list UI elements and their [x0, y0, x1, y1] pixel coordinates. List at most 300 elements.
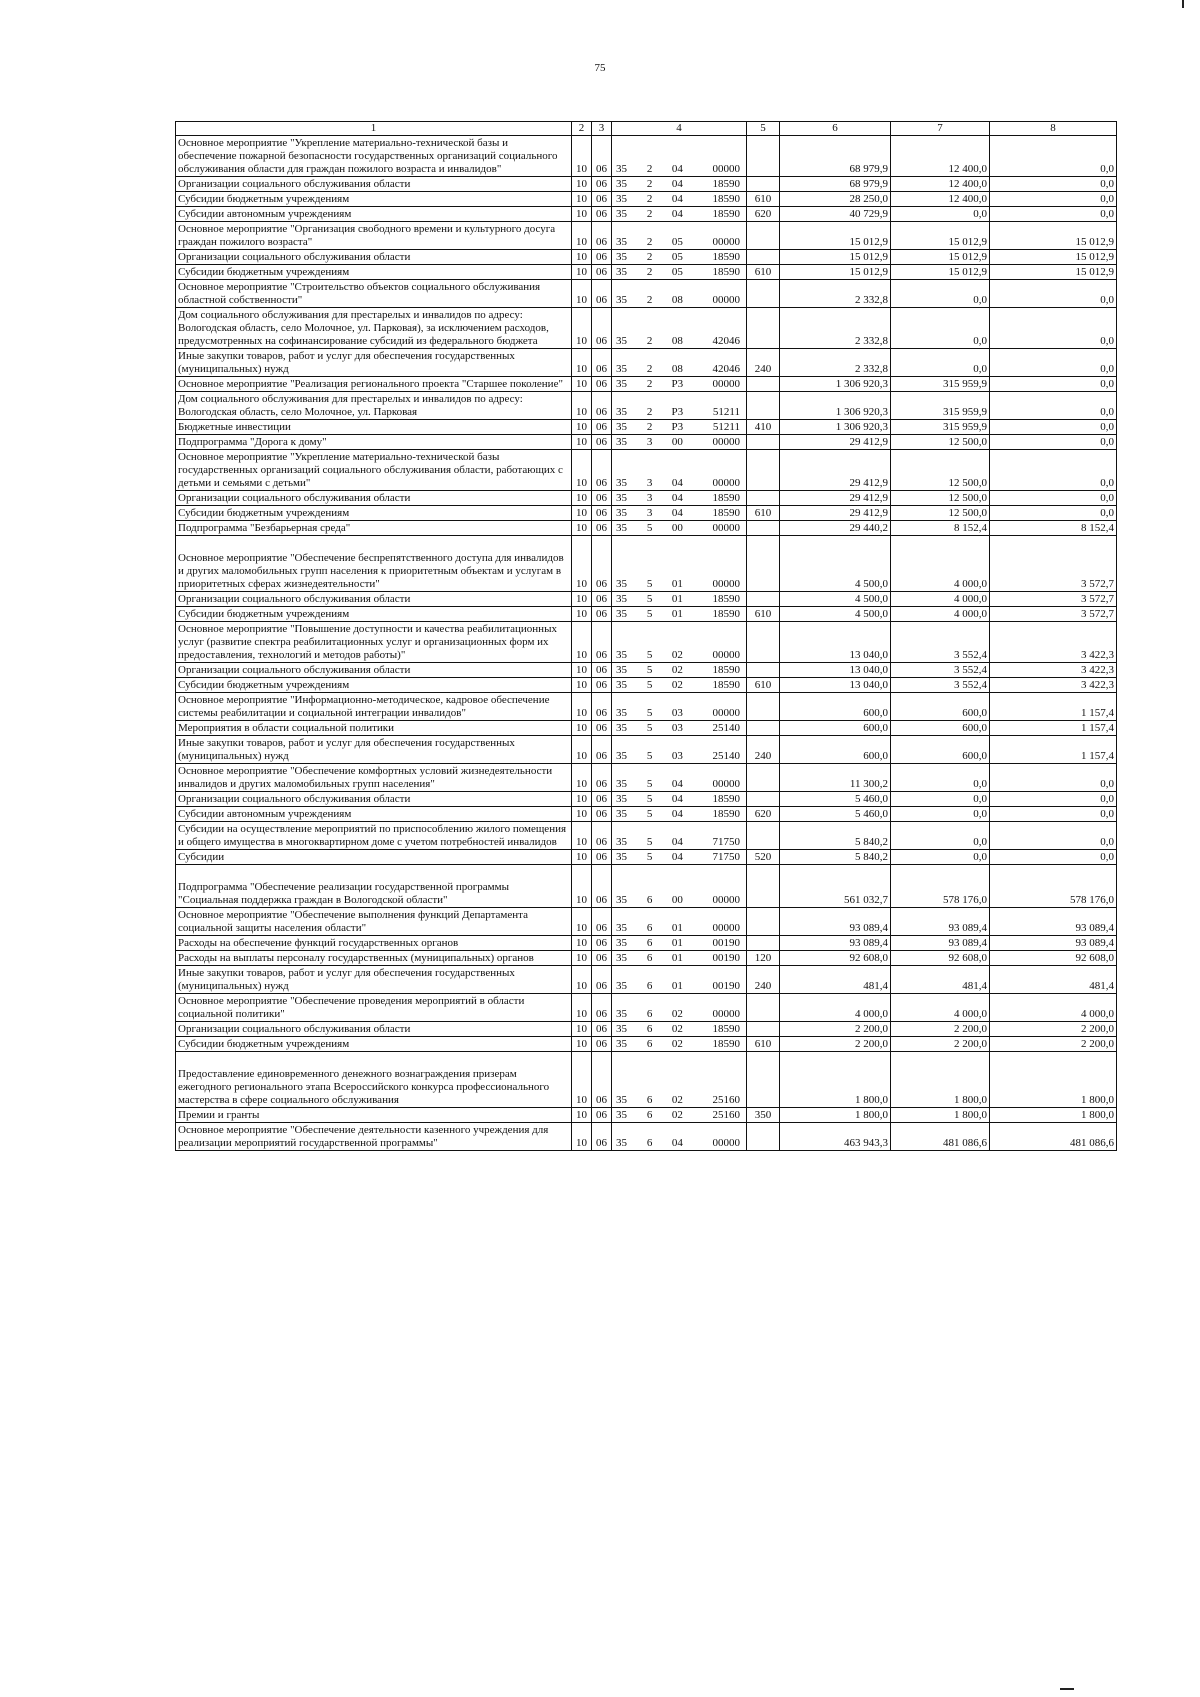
- target-part-t2: 2: [646, 208, 653, 220]
- target-part-t4: 71750: [712, 836, 740, 848]
- target-part-t1: 35: [616, 707, 627, 719]
- target-part-t4: 71750: [712, 851, 740, 863]
- target-part-t3: 08: [671, 294, 683, 306]
- row-target-article: [612, 678, 747, 693]
- target-part-t4: 00000: [712, 236, 740, 248]
- row-amount-col6: 2 200,0: [780, 1037, 891, 1052]
- row-subsection-code: 06: [592, 678, 612, 693]
- target-part-t1: 35: [616, 778, 627, 790]
- row-name: Иные закупки товаров, работ и услуг для обеспечения государственных (муниципальных) нужд: [176, 349, 572, 377]
- target-part-t3: 05: [671, 251, 683, 263]
- table-row: [176, 865, 1117, 908]
- row-target-article: [612, 721, 747, 736]
- row-target-article: [612, 850, 747, 865]
- row-amount-col8: 0,0: [990, 177, 1117, 192]
- row-target-article: [612, 349, 747, 377]
- row-amount-col6: 29 412,9: [780, 506, 891, 521]
- row-amount-col6: 29 440,2: [780, 521, 891, 536]
- row-amount-col8: 4 000,0: [990, 994, 1117, 1022]
- row-amount-col7: 3 552,4: [891, 678, 990, 693]
- row-subsection-code: 06: [592, 865, 612, 908]
- row-name: Субсидии бюджетным учреждениям: [176, 678, 572, 693]
- row-amount-col7: 93 089,4: [891, 936, 990, 951]
- target-part-t4: 18590: [712, 593, 740, 605]
- table-row: [176, 1108, 1117, 1123]
- row-subsection-code: 06: [592, 280, 612, 308]
- column-header-6: 6: [780, 122, 891, 136]
- row-amount-col8: 0,0: [990, 435, 1117, 450]
- target-part-t3: 03: [671, 722, 683, 734]
- row-expense-type: [747, 592, 780, 607]
- row-target-article: [612, 865, 747, 908]
- row-target-article: [612, 177, 747, 192]
- row-name: Организации социального обслуживания области: [176, 663, 572, 678]
- row-subsection-code: 06: [592, 850, 612, 865]
- target-part-t3: 05: [671, 266, 683, 278]
- table-row: [176, 136, 1117, 177]
- row-expense-type: [747, 822, 780, 850]
- row-subsection-code: 06: [592, 951, 612, 966]
- row-target-article: [612, 936, 747, 951]
- target-part-t3: 08: [671, 335, 683, 347]
- row-section-code: 10: [572, 622, 592, 663]
- row-section-code: 10: [572, 392, 592, 420]
- row-target-article: [612, 192, 747, 207]
- target-part-t1: 35: [616, 477, 627, 489]
- row-amount-col7: 12 400,0: [891, 192, 990, 207]
- row-subsection-code: 06: [592, 308, 612, 349]
- row-name: Основное мероприятие "Организация свободного времени и культурного досуга граждан пожилого возраста": [176, 222, 572, 250]
- table-row: [176, 678, 1117, 693]
- target-part-t4: 25160: [712, 1094, 740, 1106]
- row-amount-col7: 315 959,9: [891, 377, 990, 392]
- column-header-1: 1: [176, 122, 572, 136]
- row-amount-col6: 11 300,2: [780, 764, 891, 792]
- table-row: [176, 936, 1117, 951]
- target-part-t2: 2: [646, 193, 653, 205]
- target-part-t3: 02: [671, 1008, 683, 1020]
- target-part-t3: 01: [671, 608, 683, 620]
- row-subsection-code: 06: [592, 1123, 612, 1151]
- target-part-t1: 35: [616, 937, 627, 949]
- row-section-code: 10: [572, 792, 592, 807]
- target-part-t3: 04: [671, 808, 683, 820]
- row-section-code: 10: [572, 966, 592, 994]
- row-target-article: [612, 994, 747, 1022]
- target-part-t2: 5: [646, 664, 653, 676]
- row-target-article: [612, 592, 747, 607]
- row-amount-col6: 4 500,0: [780, 607, 891, 622]
- target-part-t1: 35: [616, 836, 627, 848]
- row-subsection-code: 06: [592, 822, 612, 850]
- target-part-t4: 00000: [712, 578, 740, 590]
- table-row: [176, 349, 1117, 377]
- target-part-t2: 6: [646, 952, 653, 964]
- row-section-code: 10: [572, 1108, 592, 1123]
- row-section-code: 10: [572, 592, 592, 607]
- row-amount-col7: 0,0: [891, 807, 990, 822]
- row-expense-type: 410: [747, 420, 780, 435]
- row-section-code: 10: [572, 308, 592, 349]
- row-section-code: 10: [572, 280, 592, 308]
- target-part-t1: 35: [616, 922, 627, 934]
- target-part-t1: 35: [616, 750, 627, 762]
- row-target-article: [612, 435, 747, 450]
- target-part-t2: 2: [646, 406, 653, 418]
- target-part-t1: 35: [616, 851, 627, 863]
- row-section-code: 10: [572, 663, 592, 678]
- row-subsection-code: 06: [592, 435, 612, 450]
- target-part-t3: 01: [671, 922, 683, 934]
- row-amount-col7: 1 800,0: [891, 1108, 990, 1123]
- row-subsection-code: 06: [592, 207, 612, 222]
- row-expense-type: 610: [747, 1037, 780, 1052]
- table-row: [176, 280, 1117, 308]
- row-amount-col8: 0,0: [990, 308, 1117, 349]
- target-part-t4: 18590: [712, 1023, 740, 1035]
- row-amount-col8: 1 157,4: [990, 721, 1117, 736]
- row-name: Основное мероприятие "Обеспечение беспрепятственного доступа для инвалидов и других маломобильных групп населения к приоритетным объектам и услугам в приоритетных сферах жизнедеятельности": [176, 536, 572, 592]
- row-amount-col7: 0,0: [891, 764, 990, 792]
- row-section-code: 10: [572, 177, 592, 192]
- target-part-t1: 35: [616, 980, 627, 992]
- row-name: Субсидии бюджетным учреждениям: [176, 192, 572, 207]
- row-amount-col6: 68 979,9: [780, 177, 891, 192]
- row-expense-type: 610: [747, 506, 780, 521]
- row-amount-col7: 92 608,0: [891, 951, 990, 966]
- target-part-t2: 2: [646, 335, 653, 347]
- row-amount-col8: 0,0: [990, 792, 1117, 807]
- row-target-article: [612, 966, 747, 994]
- row-section-code: 10: [572, 764, 592, 792]
- target-part-t1: 35: [616, 952, 627, 964]
- row-expense-type: [747, 280, 780, 308]
- row-name: Дом социального обслуживания для престарелых и инвалидов по адресу: Вологодская область, село Молочное, ул. Парковая), за исключением расходов, предусмотренных на софинансирование субсидий из федерального бюджета: [176, 308, 572, 349]
- row-amount-col8: 3 422,3: [990, 678, 1117, 693]
- target-part-t4: 18590: [712, 208, 740, 220]
- target-part-t3: 08: [671, 363, 683, 375]
- row-amount-col6: 1 800,0: [780, 1108, 891, 1123]
- target-part-t1: 35: [616, 722, 627, 734]
- row-name: Субсидии бюджетным учреждениям: [176, 506, 572, 521]
- row-section-code: 10: [572, 435, 592, 450]
- target-part-t3: P3: [671, 378, 684, 390]
- row-subsection-code: 06: [592, 1108, 612, 1123]
- row-subsection-code: 06: [592, 420, 612, 435]
- target-part-t2: 5: [646, 750, 653, 762]
- row-amount-col8: 15 012,9: [990, 265, 1117, 280]
- table-row: [176, 1123, 1117, 1151]
- target-part-t4: 18590: [712, 507, 740, 519]
- target-part-t1: 35: [616, 593, 627, 605]
- row-section-code: 10: [572, 678, 592, 693]
- target-part-t2: 2: [646, 251, 653, 263]
- row-subsection-code: 06: [592, 663, 612, 678]
- row-subsection-code: 06: [592, 136, 612, 177]
- target-part-t4: 00000: [712, 922, 740, 934]
- table-row: [176, 1037, 1117, 1052]
- row-section-code: 10: [572, 721, 592, 736]
- row-section-code: 10: [572, 693, 592, 721]
- row-amount-col7: 1 800,0: [891, 1052, 990, 1108]
- row-amount-col6: 40 729,9: [780, 207, 891, 222]
- target-part-t1: 35: [616, 335, 627, 347]
- table-row: [176, 736, 1117, 764]
- row-section-code: 10: [572, 1123, 592, 1151]
- row-amount-col8: 0,0: [990, 192, 1117, 207]
- target-part-t3: P3: [671, 421, 684, 433]
- row-amount-col7: 12 400,0: [891, 136, 990, 177]
- target-part-t3: 02: [671, 679, 683, 691]
- row-amount-col6: 5 840,2: [780, 822, 891, 850]
- target-part-t4: 00000: [712, 778, 740, 790]
- row-amount-col7: 0,0: [891, 207, 990, 222]
- row-amount-col8: 3 422,3: [990, 622, 1117, 663]
- row-amount-col7: 93 089,4: [891, 908, 990, 936]
- row-subsection-code: 06: [592, 506, 612, 521]
- row-subsection-code: 06: [592, 622, 612, 663]
- target-part-t1: 35: [616, 894, 627, 906]
- row-amount-col6: 600,0: [780, 721, 891, 736]
- row-name: Организации социального обслуживания области: [176, 792, 572, 807]
- target-part-t3: 02: [671, 1023, 683, 1035]
- target-part-t1: 35: [616, 294, 627, 306]
- row-expense-type: 620: [747, 807, 780, 822]
- row-expense-type: [747, 663, 780, 678]
- row-target-article: [612, 607, 747, 622]
- row-amount-col8: 0,0: [990, 807, 1117, 822]
- table-row: [176, 721, 1117, 736]
- row-expense-type: 240: [747, 966, 780, 994]
- row-subsection-code: 06: [592, 177, 612, 192]
- row-section-code: 10: [572, 1052, 592, 1108]
- row-target-article: [612, 908, 747, 936]
- row-amount-col8: 481,4: [990, 966, 1117, 994]
- row-name: Организации социального обслуживания области: [176, 177, 572, 192]
- target-part-t3: 04: [671, 1137, 683, 1149]
- row-amount-col8: 0,0: [990, 349, 1117, 377]
- row-expense-type: [747, 521, 780, 536]
- row-target-article: [612, 308, 747, 349]
- row-amount-col7: 600,0: [891, 693, 990, 721]
- row-amount-col6: 29 412,9: [780, 450, 891, 491]
- row-subsection-code: 06: [592, 450, 612, 491]
- row-amount-col6: 600,0: [780, 693, 891, 721]
- row-expense-type: [747, 536, 780, 592]
- row-name: Основное мероприятие "Обеспечение комфортных условий жизнедеятельности инвалидов и других маломобильных групп населения": [176, 764, 572, 792]
- row-target-article: [612, 136, 747, 177]
- row-expense-type: [747, 865, 780, 908]
- target-part-t1: 35: [616, 578, 627, 590]
- target-part-t1: 35: [616, 1109, 627, 1121]
- target-part-t3: 04: [671, 178, 683, 190]
- row-target-article: [612, 951, 747, 966]
- target-part-t4: 18590: [712, 793, 740, 805]
- row-subsection-code: 06: [592, 1052, 612, 1108]
- table-row: [176, 966, 1117, 994]
- table-row: [176, 607, 1117, 622]
- row-amount-col7: 8 152,4: [891, 521, 990, 536]
- row-name: Организации социального обслуживания области: [176, 592, 572, 607]
- table-row: [176, 792, 1117, 807]
- target-part-t3: 04: [671, 477, 683, 489]
- target-part-t1: 35: [616, 193, 627, 205]
- row-expense-type: [747, 936, 780, 951]
- row-name: Подпрограмма "Безбарьерная среда": [176, 521, 572, 536]
- row-name: Основное мероприятие "Повышение доступности и качества реабилитационных услуг (развитие спектра реабилитационных услуг и организационных форм их предоставления, технологий и методов работы)": [176, 622, 572, 663]
- target-part-t2: 5: [646, 778, 653, 790]
- row-amount-col6: 561 032,7: [780, 865, 891, 908]
- target-part-t4: 00000: [712, 649, 740, 661]
- row-amount-col8: 1 157,4: [990, 693, 1117, 721]
- row-section-code: 10: [572, 865, 592, 908]
- row-section-code: 10: [572, 491, 592, 506]
- row-amount-col6: 1 306 920,3: [780, 392, 891, 420]
- table-row: [176, 192, 1117, 207]
- target-part-t4: 18590: [712, 1038, 740, 1050]
- row-name: Основное мероприятие "Обеспечение выполнения функций Департамента социальной защиты населения области": [176, 908, 572, 936]
- row-expense-type: [747, 435, 780, 450]
- row-name: Бюджетные инвестиции: [176, 420, 572, 435]
- row-expense-type: 120: [747, 951, 780, 966]
- target-part-t4: 18590: [712, 178, 740, 190]
- row-section-code: 10: [572, 850, 592, 865]
- row-subsection-code: 06: [592, 966, 612, 994]
- row-target-article: [612, 450, 747, 491]
- row-subsection-code: 06: [592, 1022, 612, 1037]
- row-name: Основное мероприятие "Реализация регионального проекта "Старшее поколение": [176, 377, 572, 392]
- row-target-article: [612, 736, 747, 764]
- row-expense-type: [747, 450, 780, 491]
- row-expense-type: [747, 693, 780, 721]
- target-part-t1: 35: [616, 163, 627, 175]
- row-target-article: [612, 792, 747, 807]
- row-subsection-code: 06: [592, 908, 612, 936]
- row-target-article: [612, 250, 747, 265]
- row-amount-col6: 4 500,0: [780, 536, 891, 592]
- row-expense-type: 610: [747, 678, 780, 693]
- target-part-t2: 2: [646, 163, 653, 175]
- target-part-t3: 05: [671, 236, 683, 248]
- row-expense-type: 610: [747, 265, 780, 280]
- row-amount-col8: 3 572,7: [990, 592, 1117, 607]
- target-part-t3: 02: [671, 1094, 683, 1106]
- target-part-t3: 01: [671, 952, 683, 964]
- target-part-t1: 35: [616, 1023, 627, 1035]
- target-part-t4: 18590: [712, 608, 740, 620]
- row-target-article: [612, 377, 747, 392]
- target-part-t3: 01: [671, 578, 683, 590]
- row-subsection-code: 06: [592, 377, 612, 392]
- row-amount-col6: 1 800,0: [780, 1052, 891, 1108]
- target-part-t3: 04: [671, 193, 683, 205]
- row-section-code: 10: [572, 607, 592, 622]
- target-part-t1: 35: [616, 1137, 627, 1149]
- row-amount-col8: 15 012,9: [990, 250, 1117, 265]
- target-part-t1: 35: [616, 251, 627, 263]
- row-expense-type: [747, 1022, 780, 1037]
- scan-mark-top-right: [1182, 0, 1184, 8]
- row-amount-col7: 12 500,0: [891, 450, 990, 491]
- row-amount-col8: 0,0: [990, 280, 1117, 308]
- row-expense-type: [747, 1123, 780, 1151]
- target-part-t3: 01: [671, 980, 683, 992]
- target-part-t4: 00000: [712, 522, 740, 534]
- target-part-t3: 00: [671, 436, 683, 448]
- row-name: Субсидии бюджетным учреждениям: [176, 607, 572, 622]
- row-section-code: 10: [572, 450, 592, 491]
- row-amount-col8: 0,0: [990, 450, 1117, 491]
- target-part-t2: 6: [646, 922, 653, 934]
- target-part-t4: 00000: [712, 378, 740, 390]
- target-part-t1: 35: [616, 178, 627, 190]
- row-amount-col7: 315 959,9: [891, 420, 990, 435]
- target-part-t3: 03: [671, 750, 683, 762]
- row-expense-type: 620: [747, 207, 780, 222]
- row-expense-type: [747, 721, 780, 736]
- row-subsection-code: 06: [592, 536, 612, 592]
- target-part-t3: 04: [671, 492, 683, 504]
- row-expense-type: [747, 764, 780, 792]
- page-number: 75: [594, 62, 606, 74]
- row-amount-col7: 4 000,0: [891, 994, 990, 1022]
- row-section-code: 10: [572, 536, 592, 592]
- target-part-t1: 35: [616, 608, 627, 620]
- row-amount-col7: 4 000,0: [891, 536, 990, 592]
- row-amount-col6: 481,4: [780, 966, 891, 994]
- row-amount-col6: 2 332,8: [780, 308, 891, 349]
- table-row: [176, 622, 1117, 663]
- row-amount-col6: 1 306 920,3: [780, 420, 891, 435]
- target-part-t4: 00000: [712, 1008, 740, 1020]
- row-amount-col7: 12 500,0: [891, 435, 990, 450]
- target-part-t2: 2: [646, 294, 653, 306]
- target-part-t4: 51211: [712, 406, 740, 418]
- row-amount-col6: 463 943,3: [780, 1123, 891, 1151]
- row-amount-col6: 29 412,9: [780, 491, 891, 506]
- row-name: Дом социального обслуживания для престарелых и инвалидов по адресу: Вологодская область, село Молочное, ул. Парковая: [176, 392, 572, 420]
- table-row: [176, 1022, 1117, 1037]
- target-part-t4: 18590: [712, 193, 740, 205]
- table-row: [176, 222, 1117, 250]
- row-amount-col8: 2 200,0: [990, 1022, 1117, 1037]
- table-row: [176, 764, 1117, 792]
- row-amount-col8: 3 422,3: [990, 663, 1117, 678]
- row-section-code: 10: [572, 807, 592, 822]
- table-row: [176, 822, 1117, 850]
- row-section-code: 10: [572, 1037, 592, 1052]
- row-amount-col7: 4 000,0: [891, 607, 990, 622]
- row-target-article: [612, 1022, 747, 1037]
- target-part-t1: 35: [616, 236, 627, 248]
- target-part-t1: 35: [616, 208, 627, 220]
- target-part-t4: 25140: [712, 750, 740, 762]
- table-row: [176, 908, 1117, 936]
- target-part-t3: 04: [671, 793, 683, 805]
- row-section-code: 10: [572, 521, 592, 536]
- row-amount-col6: 1 306 920,3: [780, 377, 891, 392]
- row-amount-col8: 1 800,0: [990, 1052, 1117, 1108]
- row-amount-col8: 0,0: [990, 506, 1117, 521]
- table-row: [176, 308, 1117, 349]
- row-amount-col7: 12 500,0: [891, 506, 990, 521]
- table-row: [176, 420, 1117, 435]
- row-amount-col7: 600,0: [891, 736, 990, 764]
- row-target-article: [612, 420, 747, 435]
- row-target-article: [612, 764, 747, 792]
- row-amount-col6: 15 012,9: [780, 250, 891, 265]
- row-section-code: 10: [572, 506, 592, 521]
